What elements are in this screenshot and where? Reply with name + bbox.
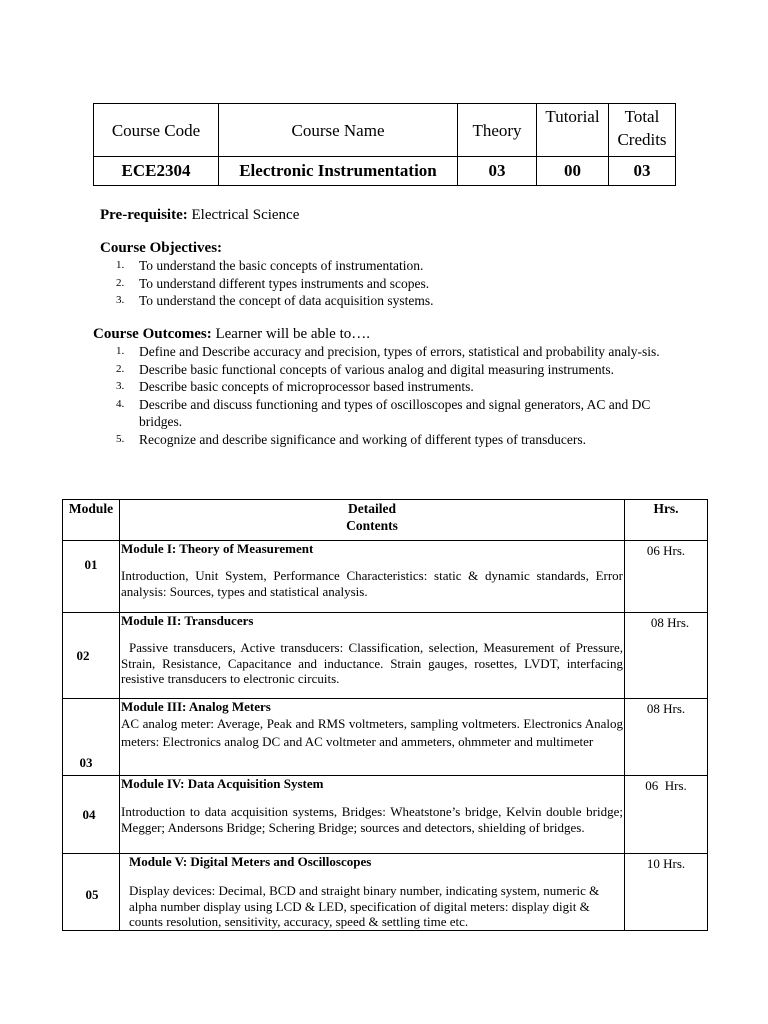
outcomes-subtitle: Learner will be able to…. — [211, 326, 371, 342]
module-hours: 08 Hrs. — [625, 613, 708, 699]
objective-text: To understand different types instruments and scopes. — [139, 275, 430, 291]
objectives-list — [116, 257, 679, 310]
header-contents-line2: Contents — [346, 518, 398, 533]
outcomes-title: Course Outcomes: — [93, 326, 212, 342]
objectives-title: Course Objectives: — [100, 240, 223, 256]
table-row — [63, 776, 708, 854]
outcome-text: Describe and discuss functioning and types of oscilloscopes and signal generators, AC and DC bridges. — [139, 396, 651, 429]
course-info-table — [93, 103, 676, 186]
outcomes-heading — [93, 326, 370, 343]
course-name: Electronic Instrumentation — [219, 157, 458, 186]
prerequisite-value: Electrical Science — [187, 207, 300, 223]
module-number: 01 — [63, 541, 120, 613]
objective-text: To understand the basic concepts of instrumentation. — [139, 258, 424, 273]
header-contents-line1: Detailed — [348, 501, 396, 516]
module-description: Introduction to data acquisition systems, Bridges: Wheatstone’s bridge, Kelvin double bridge; Megger; Andersons Bridge; Schering Bridge; sources and detectors, shielding of bridges. — [121, 804, 623, 835]
module-title: Module I: Theory of Measurement — [121, 541, 314, 556]
list-item: 3. Describe basic concepts of microprocessor based instruments. — [116, 379, 474, 394]
header-total-credits — [609, 104, 676, 157]
module-description: Display devices: Decimal, BCD and straight binary number, indicating system, numeric & alpha number display using LCD & LED, specification of digital meters: display digit & counts resolution, sensitivity, accuracy, speed & settling time etc. — [129, 883, 600, 929]
module-number: 04 — [63, 776, 120, 854]
module-title: Module IV: Data Acquisition System — [121, 776, 324, 791]
module-description: Introduction, Unit System, Performance Characteristics: static & dynamic standards, Error analysis: Sources, types and statistical analysis. — [121, 568, 623, 599]
module-number: 02 — [63, 613, 120, 699]
module-hours: 08 Hrs. — [625, 699, 708, 776]
module-title: Module III: Analog Meters — [121, 699, 271, 714]
header-detailed-contents — [120, 500, 625, 541]
modules-header-row — [63, 500, 708, 541]
header-theory: Theory — [458, 104, 537, 157]
module-title: Module II: Transducers — [121, 613, 254, 628]
module-hours: 06 Hrs. — [625, 776, 708, 854]
prerequisite-label: Pre-requisite: — [100, 207, 188, 223]
total-credits: 03 — [609, 157, 676, 186]
header-tutorial: Tutorial — [537, 104, 609, 157]
outcomes-list — [116, 343, 671, 448]
header-course-code: Course Code — [94, 104, 219, 157]
list-item: 5. Recognize and describe significance and working of different types of transducers. — [116, 431, 586, 447]
table-row — [63, 541, 708, 613]
table-row — [63, 854, 708, 931]
module-hours: 06 Hrs. — [625, 541, 708, 613]
list-item: 4. Describe and discuss functioning and types of oscilloscopes and signal generators, AC and DC bridges. — [116, 396, 651, 429]
outcome-text: Define and Describe accuracy and precision, types of errors, statistical and probability analy-sis. — [139, 344, 660, 359]
theory-credits: 03 — [458, 157, 537, 186]
module-description: AC analog meter: Average, Peak and RMS voltmeters, sampling voltmeters. Electronics Analog meters: Electronics analog DC and AC voltmeter and ammeters, ohmmeter and multimeter — [121, 716, 623, 749]
list-item: 3. To understand the concept of data acquisition systems. — [116, 293, 434, 308]
module-contents — [120, 776, 625, 854]
header-module: Module — [63, 500, 120, 541]
list-item: 2. Describe basic functional concepts of various analog and digital measuring instruments. — [116, 361, 614, 377]
modules-table — [62, 499, 708, 931]
outcome-text: Describe basic functional concepts of various analog and digital measuring instruments. — [139, 361, 614, 377]
module-contents — [120, 854, 625, 931]
module-number: 03 — [63, 699, 120, 776]
outcome-text: Recognize and describe significance and working of different types of transducers. — [139, 431, 586, 447]
module-contents — [120, 613, 625, 699]
table-row — [63, 699, 708, 776]
objective-text: To understand the concept of data acquisition systems. — [139, 293, 434, 308]
module-description: Passive transducers, Active transducers: Classification, selection, Measurement of Pressure, Strain, Resistance, Capacitance and inductance. Strain gauges, rosettes, LVDT, interfacing resistive transducers to electronic circuits. — [121, 640, 623, 686]
header-total-credits-line1: Total — [624, 107, 660, 126]
header-hours: Hrs. — [625, 500, 708, 541]
module-title: Module V: Digital Meters and Oscilloscopes — [129, 854, 372, 869]
header-total-credits-line2: Credits — [617, 130, 667, 149]
course-code: ECE2304 — [94, 157, 219, 186]
header-course-name: Course Name — [219, 104, 458, 157]
tutorial-credits: 00 — [537, 157, 609, 186]
prerequisite — [100, 207, 299, 224]
module-hours: 10 Hrs. — [625, 854, 708, 931]
module-contents — [120, 541, 625, 613]
table-row — [63, 613, 708, 699]
list-item: 1. Define and Describe accuracy and precision, types of errors, statistical and probability analy-sis. — [116, 344, 660, 359]
list-item: 2. To understand different types instruments and scopes. — [116, 275, 430, 291]
course-table-value-row — [94, 157, 676, 186]
course-table-header-row — [94, 104, 676, 157]
outcome-text: Describe basic concepts of microprocessor based instruments. — [139, 379, 474, 394]
list-item: 1. To understand the basic concepts of instrumentation. — [116, 258, 424, 273]
module-contents — [120, 699, 625, 776]
module-number: 05 — [63, 854, 120, 931]
